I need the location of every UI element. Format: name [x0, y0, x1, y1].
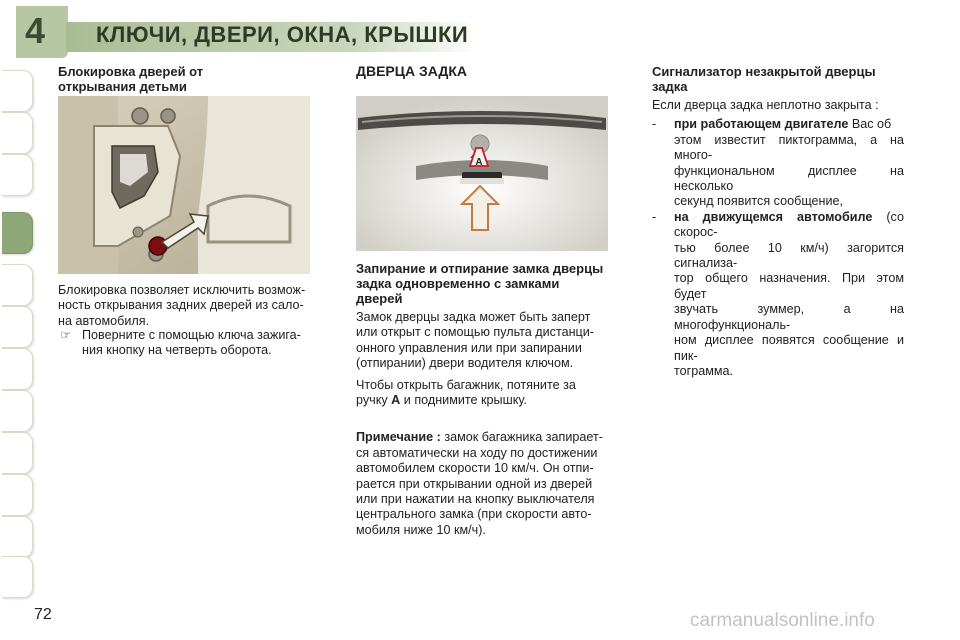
opening-para-line2 [356, 393, 608, 408]
warning-item1-line2: этом известит пиктограмма, а на много- [674, 132, 904, 163]
warning-heading-line1: Сигнализатор незакрытой дверцы [652, 64, 876, 79]
side-tab-5[interactable] [2, 264, 33, 306]
item1-bold: при работающем двигателе [674, 117, 849, 132]
warning-item1-line4: секунд появится сообщение, [674, 194, 844, 209]
warning-item2-line6: тограмма. [674, 363, 734, 378]
side-tab-9[interactable] [2, 432, 33, 474]
child-lock-description [58, 283, 310, 329]
left-column [58, 64, 310, 94]
child-lock-heading-line1: Блокировка дверей от [58, 64, 204, 79]
note-line4: рается при открывании одной из дверей [356, 476, 593, 491]
warning-item1-text [674, 117, 904, 209]
locking-para-line1: Замок дверцы задка может быть заперт [356, 310, 591, 324]
section-title-tailgate: ДВЕРЦА ЗАДКА [356, 63, 468, 79]
handle-label-a: A [475, 157, 483, 168]
note-line2: ся автоматически на ходу по достижении [356, 445, 598, 460]
side-tab-3[interactable] [2, 154, 33, 196]
side-tab-4-active[interactable] [2, 212, 33, 254]
warning-item2-line1 [674, 210, 904, 241]
locking-subheading [356, 261, 608, 306]
tailgate-illustration [356, 96, 608, 251]
item2-first: (со скорос- [674, 209, 904, 240]
child-lock-instruction-line2: ния кнопку на четверть оборота. [82, 343, 272, 358]
warning-item-moving [652, 210, 904, 379]
middle-text [356, 261, 608, 538]
side-tab-7[interactable] [2, 348, 33, 390]
chapter-number: 4 [25, 10, 46, 51]
handle-ref-a: A [391, 393, 401, 408]
warning-item1-line1 [674, 117, 904, 132]
child-lock-instruction-line1: Поверните с помощью ключа зажига- [82, 328, 301, 342]
item1-first: Вас об [848, 117, 892, 132]
note-line5: или при нажатии на кнопку выключателя [356, 492, 595, 507]
tailgate-warning-heading [652, 64, 904, 94]
child-lock-desc-line1: Блокировка позволяет исключить возмож- [58, 283, 306, 297]
side-tab-8[interactable] [2, 390, 33, 432]
child-lock-heading-line2: открывания детьми [58, 79, 187, 94]
opening-para-line1: Чтобы открыть багажник, потяните за [356, 377, 576, 392]
dash-bullet: - [652, 117, 657, 132]
warning-item2-line5: ном дисплее появятся сообщение и пик- [674, 333, 904, 363]
page-title: КЛЮЧИ, ДВЕРИ, ОКНА, КРЫШКИ [96, 22, 469, 47]
warning-item2-line3: тор общего назначения. При этом будет [674, 271, 904, 301]
side-tab-6[interactable] [2, 306, 33, 348]
note-first-text: замок багажника запирает- [440, 430, 603, 445]
warning-item2-line2: тью более 10 км/ч) загорится сигнализа- [674, 240, 904, 271]
child-lock-desc-line2: ность открывания задних дверей из сало- [58, 298, 304, 313]
locking-para-line4: (отпирании) двери водителя ключом. [356, 356, 574, 371]
child-lock-heading [58, 64, 310, 94]
note-line3: автомобилем скорости 10 км/ч. Он отпи- [356, 461, 594, 476]
child-lock-instruction-text [82, 328, 310, 359]
warning-heading-line2: задка [652, 79, 688, 94]
side-tab-10[interactable] [2, 474, 33, 516]
page-number: 72 [34, 606, 52, 623]
opening-pre: ручку [356, 393, 392, 408]
opening-post: и поднимите крышку. [400, 393, 527, 408]
opening-paragraph [356, 378, 608, 409]
middle-column [356, 64, 608, 79]
warning-item1-line3: функциональном дисплее на несколько [674, 163, 904, 194]
note-line7: мобиля ниже 10 км/ч). [356, 522, 486, 537]
warning-item2-line4: звучать зуммер, а на многофункциональ- [674, 302, 904, 332]
dash-bullet: - [652, 209, 657, 224]
locking-para-line2: или открыт с помощью пульта дистанци- [356, 325, 594, 340]
locking-para-line3: онного управления или при запирании [356, 340, 582, 355]
item2-bold: на движущемся автомобиле [674, 209, 873, 224]
side-tab-12[interactable] [2, 556, 33, 598]
child-lock-instruction [58, 328, 310, 359]
warning-intro: Если дверца задка неплотно закрыта : [652, 98, 879, 112]
locking-paragraph [356, 310, 608, 372]
warning-item2-text [674, 210, 904, 379]
note-line1 [356, 430, 608, 445]
warning-item-engine-running [652, 117, 904, 209]
locking-subheading-line1: Запирание и отпирание замка дверцы [356, 261, 604, 276]
note-line6: центрального замка (при скорости авто- [356, 507, 592, 522]
right-column [652, 64, 904, 379]
child-lock-illustration [58, 96, 310, 274]
child-lock-desc-line3: на автомобиля. [58, 313, 150, 328]
note-paragraph [356, 430, 608, 538]
pointing-hand-icon: ☞ [60, 328, 72, 342]
side-tab-11[interactable] [2, 516, 33, 558]
watermark: carmanualsonline.info [690, 610, 875, 631]
side-tab-2[interactable] [2, 112, 33, 154]
side-tab-1[interactable] [2, 70, 33, 112]
locking-subheading-line2: задка одновременно с замками дверей [356, 276, 560, 306]
note-label: Примечание : [356, 430, 441, 445]
